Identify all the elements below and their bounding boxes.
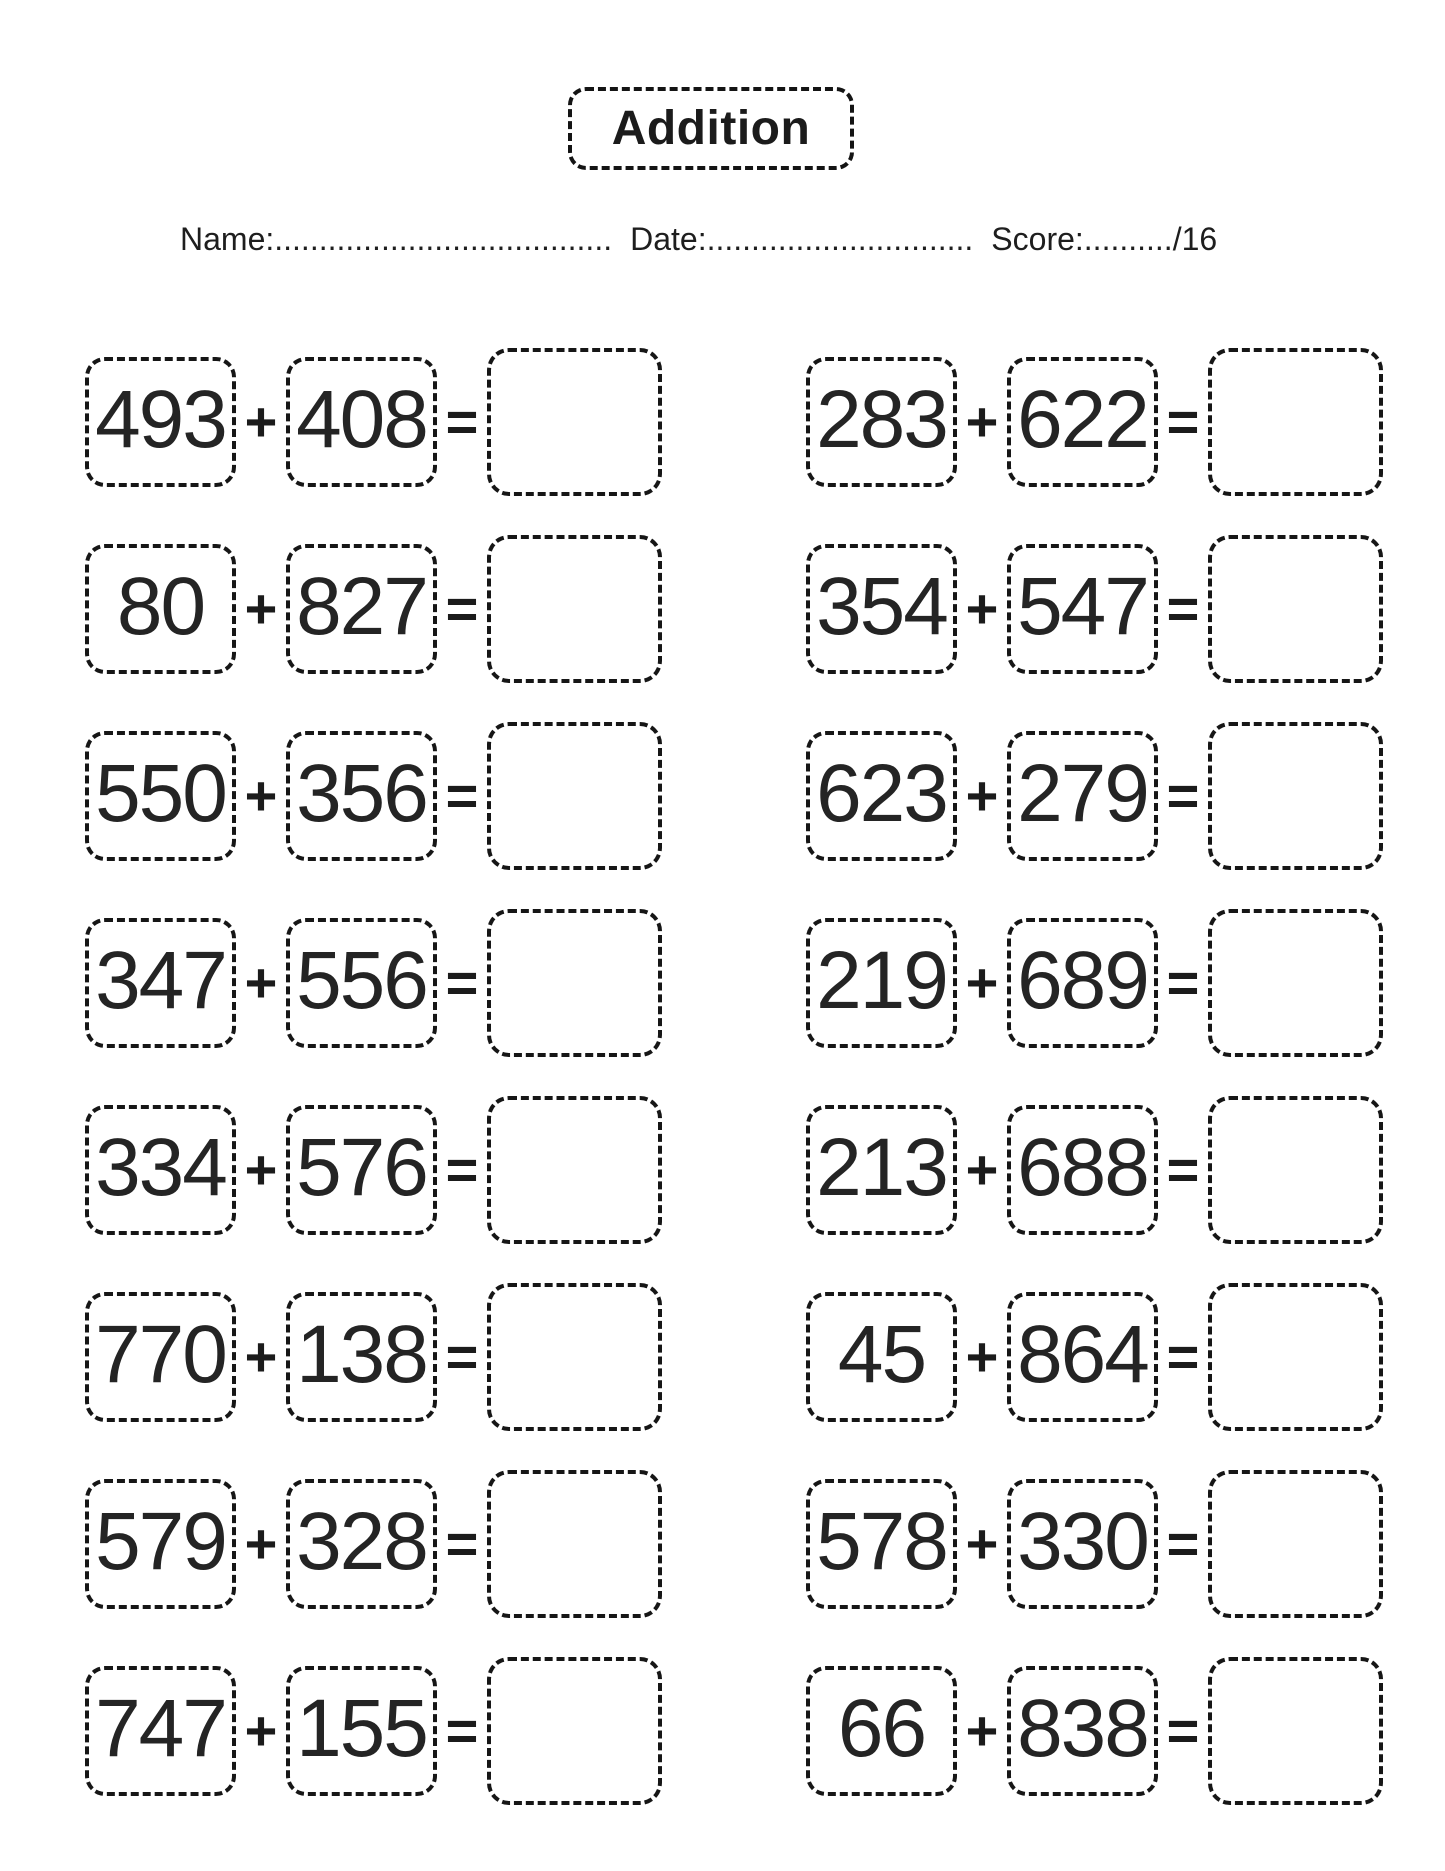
addend-box bbox=[286, 544, 437, 674]
equals-sign: = bbox=[1166, 1699, 1200, 1762]
addend-box bbox=[286, 1105, 437, 1235]
addend-box bbox=[1007, 731, 1158, 861]
answer-box[interactable] bbox=[1208, 348, 1383, 496]
addend-box bbox=[806, 544, 957, 674]
answer-box[interactable] bbox=[487, 1283, 662, 1431]
plus-sign: + bbox=[965, 1699, 999, 1762]
addend-box bbox=[1007, 1105, 1158, 1235]
answer-box[interactable] bbox=[487, 535, 662, 683]
addend-box bbox=[806, 1666, 957, 1796]
plus-sign: + bbox=[244, 951, 278, 1014]
addend-value: 493 bbox=[95, 374, 226, 465]
addend-box bbox=[286, 1666, 437, 1796]
plus-sign: + bbox=[965, 1512, 999, 1575]
plus-sign: + bbox=[244, 1325, 278, 1388]
equals-sign: = bbox=[1166, 1512, 1200, 1575]
addend-value: 827 bbox=[296, 561, 427, 652]
addend-box bbox=[286, 357, 437, 487]
addend-value: 213 bbox=[816, 1122, 947, 1213]
addend-value: 354 bbox=[816, 561, 947, 652]
plus-sign: + bbox=[244, 1512, 278, 1575]
addend-box bbox=[286, 918, 437, 1048]
equals-sign: = bbox=[445, 390, 479, 453]
problem-15 bbox=[85, 1656, 662, 1806]
equals-sign: = bbox=[1166, 764, 1200, 827]
equals-sign: = bbox=[1166, 1138, 1200, 1201]
answer-box[interactable] bbox=[487, 1470, 662, 1618]
addend-box bbox=[85, 1666, 236, 1796]
answer-box[interactable] bbox=[487, 348, 662, 496]
addend-box bbox=[286, 1479, 437, 1609]
equals-sign: = bbox=[445, 1699, 479, 1762]
problem-11 bbox=[85, 1282, 662, 1432]
addend-box bbox=[806, 1105, 957, 1235]
equals-sign: = bbox=[445, 764, 479, 827]
addend-box bbox=[85, 1479, 236, 1609]
addend-box bbox=[806, 731, 957, 861]
answer-box[interactable] bbox=[1208, 722, 1383, 870]
addend-value: 330 bbox=[1017, 1496, 1148, 1587]
problem-6 bbox=[806, 721, 1383, 871]
addend-value: 283 bbox=[816, 374, 947, 465]
addend-box bbox=[286, 1292, 437, 1422]
answer-box[interactable] bbox=[1208, 1470, 1383, 1618]
addend-box bbox=[1007, 918, 1158, 1048]
problem-7 bbox=[85, 908, 662, 1058]
addend-box bbox=[85, 731, 236, 861]
addend-value: 688 bbox=[1017, 1122, 1148, 1213]
addend-box bbox=[806, 357, 957, 487]
answer-box[interactable] bbox=[1208, 1096, 1383, 1244]
addend-value: 80 bbox=[116, 561, 205, 652]
plus-sign: + bbox=[965, 1138, 999, 1201]
equals-sign: = bbox=[445, 1138, 479, 1201]
addend-value: 556 bbox=[296, 935, 427, 1026]
equals-sign: = bbox=[445, 1325, 479, 1388]
addend-value: 578 bbox=[816, 1496, 947, 1587]
date-field: Date:.............................. bbox=[630, 221, 974, 257]
score-field: Score:.......... bbox=[991, 221, 1173, 257]
addend-box bbox=[1007, 544, 1158, 674]
addend-value: 689 bbox=[1017, 935, 1148, 1026]
addend-value: 45 bbox=[837, 1309, 926, 1400]
addend-value: 576 bbox=[296, 1122, 427, 1213]
addend-box bbox=[286, 731, 437, 861]
answer-box[interactable] bbox=[1208, 535, 1383, 683]
addend-value: 622 bbox=[1017, 374, 1148, 465]
answer-box[interactable] bbox=[1208, 1283, 1383, 1431]
worksheet-title: Addition bbox=[611, 102, 811, 155]
addend-value: 623 bbox=[816, 748, 947, 839]
addend-value: 770 bbox=[95, 1309, 226, 1400]
addend-box bbox=[1007, 1479, 1158, 1609]
problem-12 bbox=[806, 1282, 1383, 1432]
answer-box[interactable] bbox=[487, 909, 662, 1057]
problem-16 bbox=[806, 1656, 1383, 1806]
problem-9 bbox=[85, 1095, 662, 1245]
addend-box bbox=[85, 544, 236, 674]
addend-value: 328 bbox=[296, 1496, 427, 1587]
addend-box bbox=[85, 1292, 236, 1422]
plus-sign: + bbox=[244, 764, 278, 827]
equals-sign: = bbox=[445, 951, 479, 1014]
addend-box bbox=[85, 357, 236, 487]
addend-value: 347 bbox=[95, 935, 226, 1026]
addend-value: 838 bbox=[1017, 1683, 1148, 1774]
problem-14 bbox=[806, 1469, 1383, 1619]
addend-value: 138 bbox=[296, 1309, 427, 1400]
equals-sign: = bbox=[1166, 577, 1200, 640]
answer-box[interactable] bbox=[1208, 1657, 1383, 1805]
addend-value: 66 bbox=[837, 1683, 926, 1774]
addend-box bbox=[806, 918, 957, 1048]
addend-value: 550 bbox=[95, 748, 226, 839]
plus-sign: + bbox=[965, 390, 999, 453]
addend-box bbox=[806, 1292, 957, 1422]
addend-value: 334 bbox=[95, 1122, 226, 1213]
addend-box bbox=[806, 1479, 957, 1609]
problem-4 bbox=[806, 534, 1383, 684]
addend-value: 356 bbox=[296, 748, 427, 839]
addend-value: 219 bbox=[816, 935, 947, 1026]
equals-sign: = bbox=[445, 577, 479, 640]
plus-sign: + bbox=[244, 577, 278, 640]
header-fields-line bbox=[180, 221, 1217, 258]
addend-value: 408 bbox=[296, 374, 427, 465]
problem-3 bbox=[85, 534, 662, 684]
worksheet-title-box bbox=[568, 87, 854, 170]
addend-value: 547 bbox=[1017, 561, 1148, 652]
name-field: Name:...................................... bbox=[180, 221, 613, 257]
plus-sign: + bbox=[965, 1325, 999, 1388]
equals-sign: = bbox=[1166, 951, 1200, 1014]
problem-10 bbox=[806, 1095, 1383, 1245]
problem-5 bbox=[85, 721, 662, 871]
plus-sign: + bbox=[244, 390, 278, 453]
problem-2 bbox=[806, 347, 1383, 497]
addend-box bbox=[1007, 1666, 1158, 1796]
problem-13 bbox=[85, 1469, 662, 1619]
plus-sign: + bbox=[965, 764, 999, 827]
score-total: /16 bbox=[1172, 221, 1218, 257]
problem-8 bbox=[806, 908, 1383, 1058]
equals-sign: = bbox=[445, 1512, 479, 1575]
addend-box bbox=[85, 1105, 236, 1235]
addend-box bbox=[1007, 1292, 1158, 1422]
plus-sign: + bbox=[244, 1699, 278, 1762]
addend-value: 579 bbox=[95, 1496, 226, 1587]
addend-value: 279 bbox=[1017, 748, 1148, 839]
equals-sign: = bbox=[1166, 1325, 1200, 1388]
answer-box[interactable] bbox=[487, 1657, 662, 1805]
plus-sign: + bbox=[244, 1138, 278, 1201]
addend-box bbox=[85, 918, 236, 1048]
addend-value: 747 bbox=[95, 1683, 226, 1774]
answer-box[interactable] bbox=[487, 1096, 662, 1244]
answer-box[interactable] bbox=[1208, 909, 1383, 1057]
problem-1 bbox=[85, 347, 662, 497]
addend-value: 864 bbox=[1017, 1309, 1148, 1400]
addend-value: 155 bbox=[296, 1683, 427, 1774]
plus-sign: + bbox=[965, 951, 999, 1014]
addend-box bbox=[1007, 357, 1158, 487]
answer-box[interactable] bbox=[487, 722, 662, 870]
equals-sign: = bbox=[1166, 390, 1200, 453]
plus-sign: + bbox=[965, 577, 999, 640]
